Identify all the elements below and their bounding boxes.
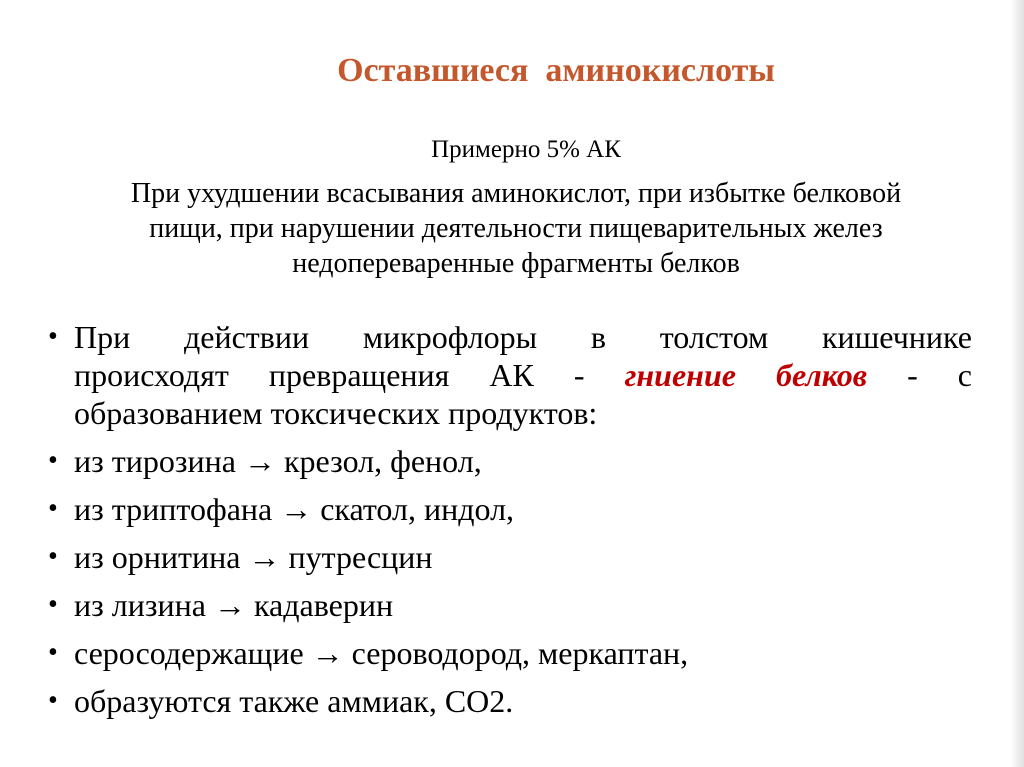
bullet-dot-icon: • — [48, 493, 58, 524]
bullet-line-3: образованием токсических продуктов: — [74, 395, 598, 431]
slide-edge-shadow — [1010, 0, 1024, 767]
bullet-item-tyrosine — [48, 442, 972, 480]
bullet-dot-icon: • — [48, 321, 58, 352]
bullet-item-putrefaction — [48, 318, 972, 432]
bullet-item-sulfur — [48, 634, 972, 672]
bullet-line-2 — [74, 356, 972, 394]
bullet-dot-icon: • — [48, 541, 58, 572]
slide-title: Оставшиеся аминокислоты — [337, 52, 775, 89]
bullet-list — [48, 318, 972, 720]
bullet-dot-icon: • — [48, 637, 58, 668]
bullet-item-ammonia — [48, 682, 972, 720]
bullet-text: из орнитина → путресцин — [74, 539, 433, 575]
bullet-dot-icon: • — [48, 589, 58, 620]
bullet-text: из триптофана → скатол, индол, — [74, 491, 515, 527]
bullet-text: из тирозина → крезол, фенол, — [74, 443, 482, 479]
bullet-text: серосодержащие → сероводород, меркаптан, — [74, 635, 689, 671]
highlight-putrefaction: гниение белков — [624, 357, 868, 393]
bullet-line-2-tail: - с — [867, 357, 973, 393]
bullet-text: образуются также аммиак, СО2. — [74, 683, 514, 719]
bullet-line-2-text: происходят превращения АК - — [74, 357, 625, 393]
bullet-item-ornithine — [48, 538, 972, 576]
slide-subtitle: Примерно 5% АК — [431, 136, 621, 163]
bullet-dot-icon: • — [48, 445, 58, 476]
bullet-item-tryptophan — [48, 490, 972, 528]
bullet-text: из лизина → кадаверин — [74, 587, 394, 623]
bullet-dot-icon: • — [48, 685, 58, 716]
bullet-line-1: При действии микрофлоры в толстом кишечнике — [74, 319, 972, 355]
intro-paragraph: При ухудшении всасывания аминокислот, при избытке белковой пищи, при нарушении деятельности пищеварительных желез недопереваренные фрагменты белков — [130, 178, 902, 279]
bullet-item-lysine — [48, 586, 972, 624]
